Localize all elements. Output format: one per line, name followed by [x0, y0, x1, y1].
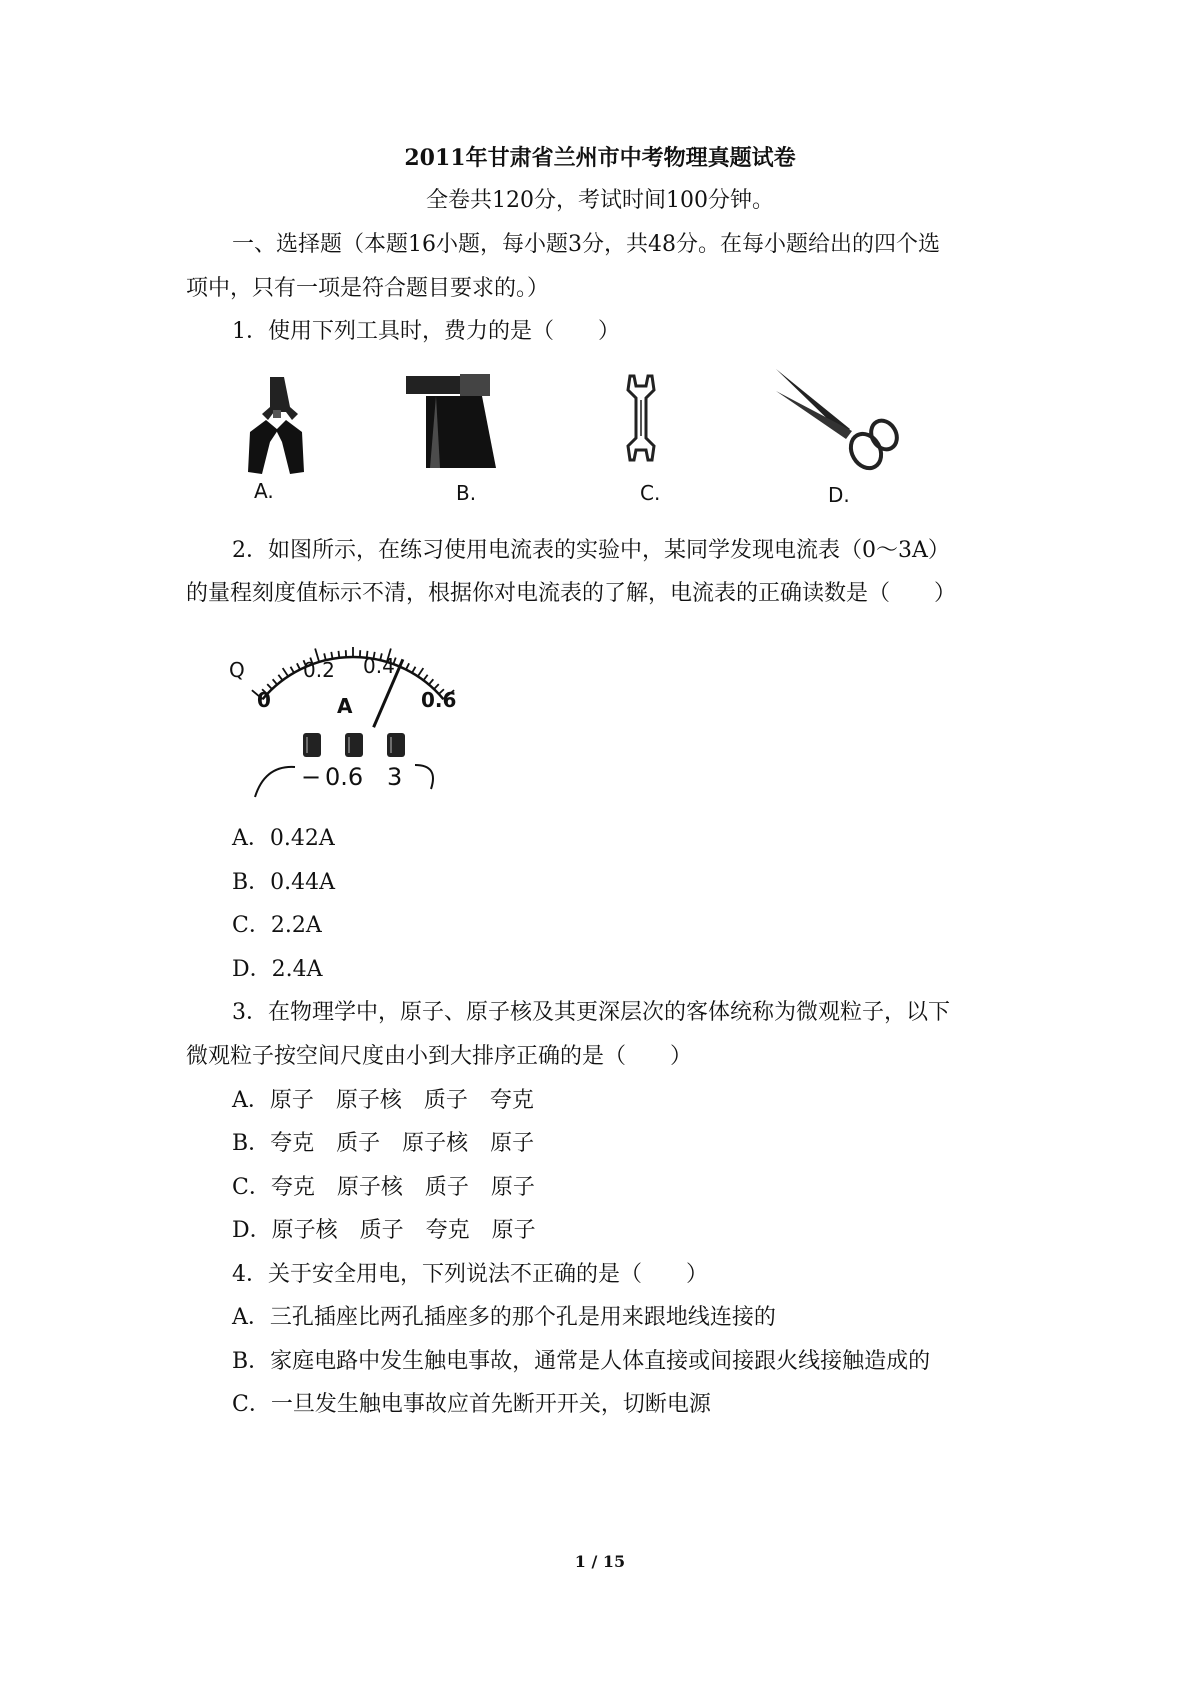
scale-arc [263, 657, 444, 699]
scale-label-0: 0 [257, 688, 271, 712]
question-3-stem-line1: 3．在物理学中，原子、原子核及其更深层次的客体统称为微观粒子，以下 [232, 1000, 950, 1025]
terminal-negative: − [301, 763, 322, 791]
scale-tick [297, 663, 300, 669]
option-c-label: C. [640, 481, 661, 505]
wrench-icon [620, 372, 670, 464]
option-d-label: D. [828, 483, 850, 507]
meter-terminals [303, 733, 405, 757]
page-number: 1 / 15 [574, 1552, 626, 1571]
pliers-icon [240, 372, 320, 492]
question-2-stem-line2: 的量程刻度值标示不清，根据你对电流表的了解，电流表的正确读数是（ ） [186, 581, 957, 606]
scale-label-0.6: 0.6 [421, 688, 457, 712]
section-heading: 一、选择题（本题16小题，每小题3分，共48分。在每小题给出的四个选 [232, 232, 940, 257]
scale-tick [291, 667, 295, 673]
question-3-option-c: C．夸克 原子核 质子 原子 [232, 1175, 535, 1200]
scale-tick [338, 651, 339, 658]
scale-tick [278, 675, 282, 681]
question-3-option-d: D．原子核 质子 夸克 原子 [232, 1218, 536, 1243]
ammeter-q-mark: Q [229, 658, 245, 682]
question-3-stem-line2: 微观粒子按空间尺度由小到大排序正确的是（ ） [186, 1044, 693, 1069]
scale-tick [283, 668, 288, 676]
question-4-option-b: B．家庭电路中发生触电事故，通常是人体直接或间接跟火线接触造成的 [232, 1349, 931, 1374]
option-a-label: A. [254, 479, 274, 503]
question-3-option-b: B．夸克 质子 原子核 原子 [232, 1131, 535, 1156]
scale-tick [273, 679, 277, 684]
question-3-option-a: A．原子 原子核 质子 夸克 [232, 1088, 534, 1113]
exam-info: 全卷共120分，考试时间100分钟。 [426, 188, 774, 213]
pruning-shears-icon [400, 372, 510, 484]
ammeter-figure [225, 625, 480, 805]
option-b-label: B. [456, 481, 477, 505]
scale-tick [429, 679, 433, 684]
scissors-icon [770, 365, 910, 480]
question-2-option-b: B．0.44A [232, 870, 336, 895]
question-4-stem: 4．关于安全用电，下列说法不正确的是（ ） [232, 1262, 708, 1287]
scale-tick [418, 668, 423, 676]
question-2-option-c: C．2.2A [232, 913, 322, 938]
question-2-option-d: D．2.4A [232, 957, 323, 982]
question-2-option-a: A．0.42A [232, 826, 335, 851]
section-heading-cont: 项中，只有一项是符合题目要求的。） [186, 276, 550, 301]
page-title: 2011年甘肃省兰州市中考物理真题试卷 [404, 145, 796, 171]
scale-tick [412, 667, 416, 673]
scale-label-0.2: 0.2 [303, 658, 335, 682]
scale-tick [423, 675, 427, 681]
terminal-3: 3 [387, 763, 403, 791]
question-4-option-c: C．一旦发生触电事故应首先断开开关，切断电源 [232, 1392, 711, 1417]
question-2-stem-line1: 2．如图所示，在练习使用电流表的实验中，某同学发现电流表（0～3A） [232, 538, 950, 563]
scale-tick [406, 663, 409, 669]
question-1-stem: 1．使用下列工具时，费力的是（ ） [232, 319, 620, 344]
scale-label-0.4: 0.4 [363, 654, 395, 678]
meter-unit: A [337, 694, 353, 718]
question-4-option-a: A．三孔插座比两孔插座多的那个孔是用来跟地线连接的 [232, 1305, 776, 1330]
terminal-0.6: 0.6 [325, 763, 364, 791]
